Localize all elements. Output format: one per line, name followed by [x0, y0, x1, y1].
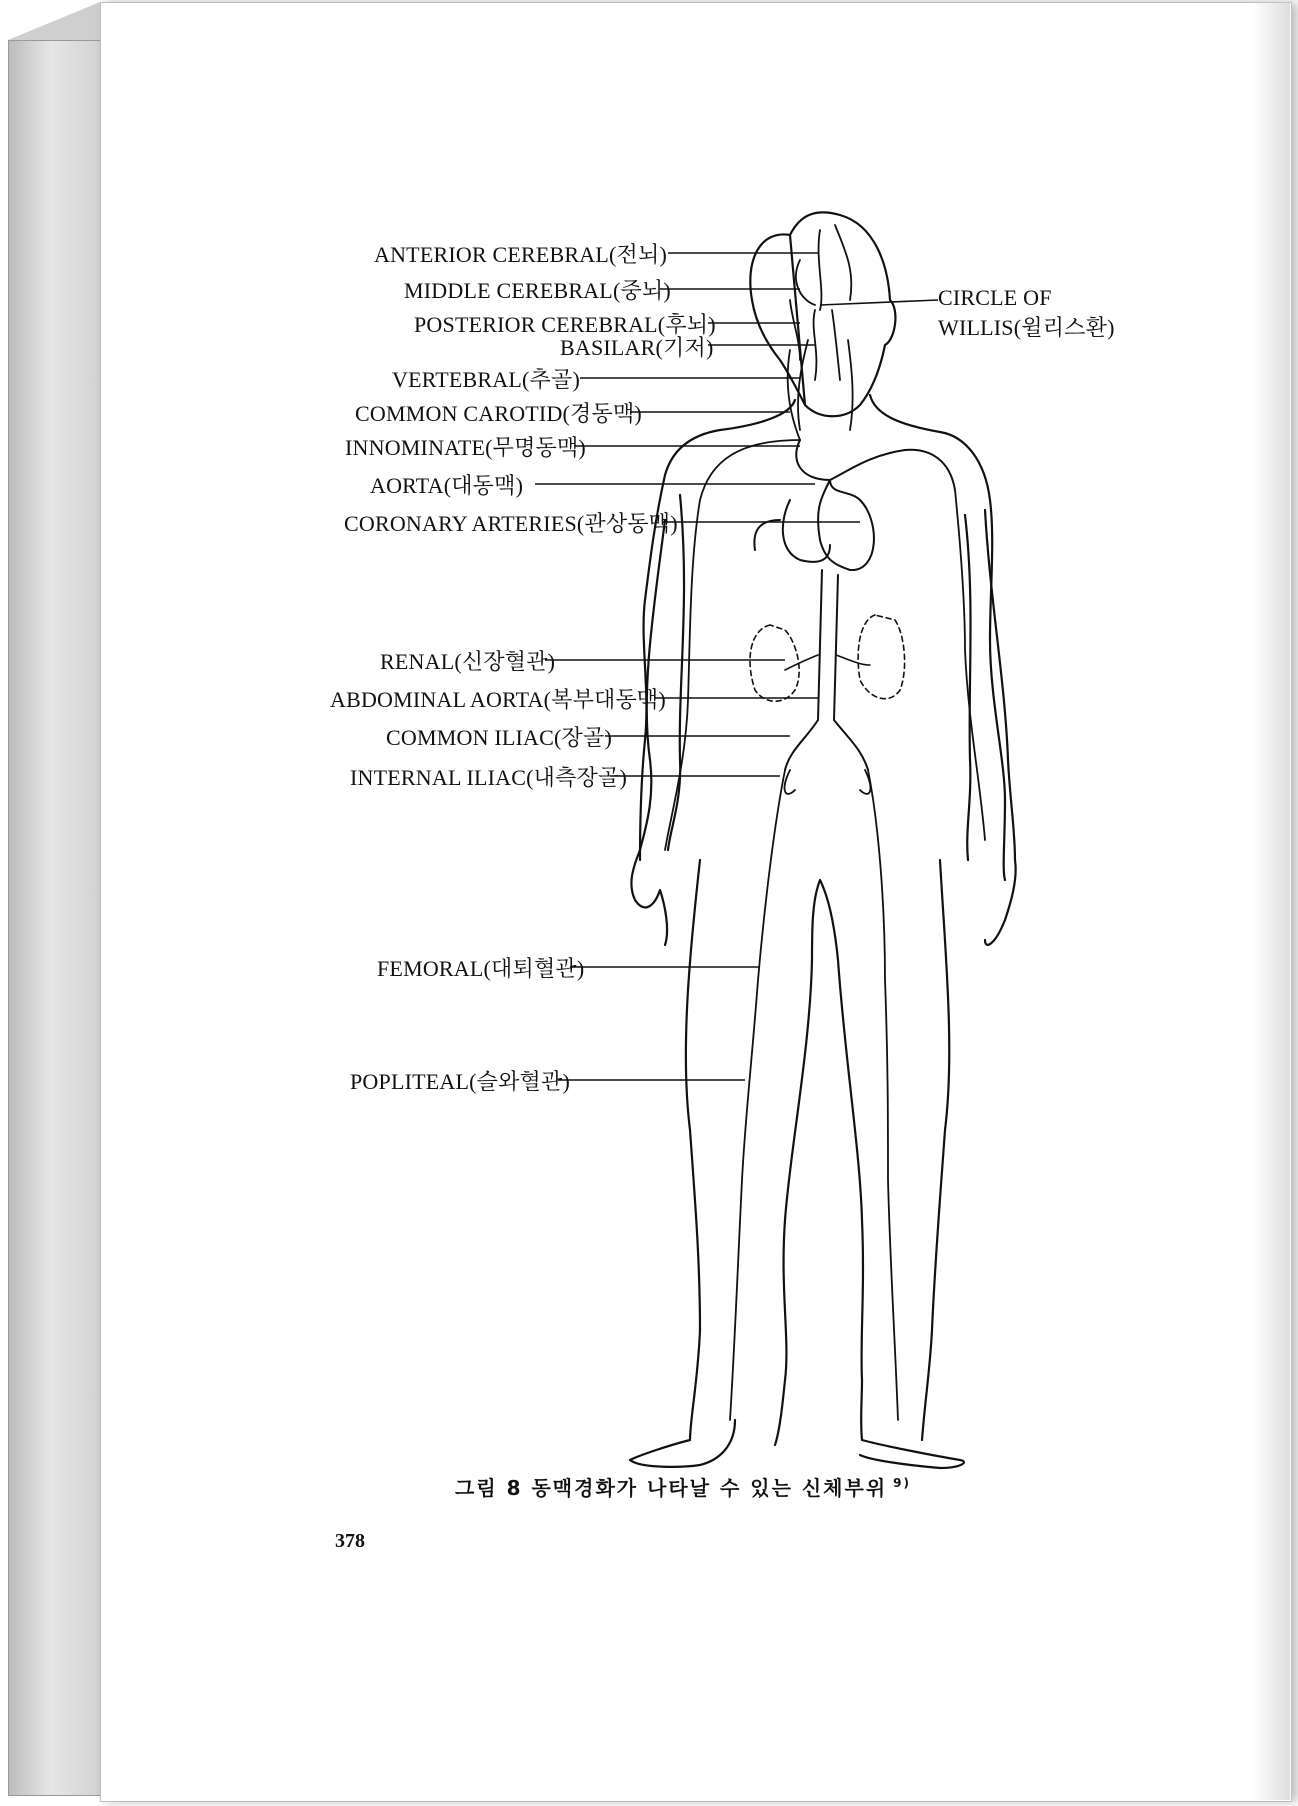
page-number: 378: [335, 1530, 365, 1552]
label-coronary-arteries: CORONARY ARTERIES(관상동맥): [344, 511, 678, 536]
label-popliteal: POPLITEAL(슬와혈관): [350, 1069, 570, 1094]
label-abdominal-aorta: ABDOMINAL AORTA(복부대동맥): [330, 687, 666, 712]
label-internal-iliac: INTERNAL ILIAC(내측장골): [350, 765, 627, 790]
label-femoral: FEMORAL(대퇴혈관): [377, 956, 585, 981]
label-circle-of-willis-line2: WILLIS(윌리스환): [938, 315, 1115, 340]
label-vertebral: VERTEBRAL(추골): [392, 367, 580, 392]
label-common-carotid: COMMON CAROTID(경동맥): [355, 401, 642, 426]
label-common-iliac: COMMON ILIAC(장골): [386, 725, 612, 750]
label-renal: RENAL(신장혈관): [380, 649, 556, 674]
label-aorta: AORTA(대동맥): [370, 473, 524, 498]
figure-caption: [455, 1472, 911, 1501]
label-innominate: INNOMINATE(무명동맥): [345, 435, 586, 460]
label-basilar: BASILAR(기저): [560, 335, 714, 360]
caption-text: 그림 8 동맥경화가 나타날 수 있는 신체부위: [455, 1476, 888, 1500]
label-circle-of-willis-line1: CIRCLE OF: [938, 285, 1052, 310]
label-posterior-cerebral: POSTERIOR CEREBRAL(후뇌): [414, 312, 716, 337]
caption-reference: 9): [893, 1476, 911, 1491]
label-middle-cerebral: MIDDLE CEREBRAL(중뇌): [404, 278, 671, 303]
label-anterior-cerebral: ANTERIOR CEREBRAL(전뇌): [374, 242, 667, 267]
